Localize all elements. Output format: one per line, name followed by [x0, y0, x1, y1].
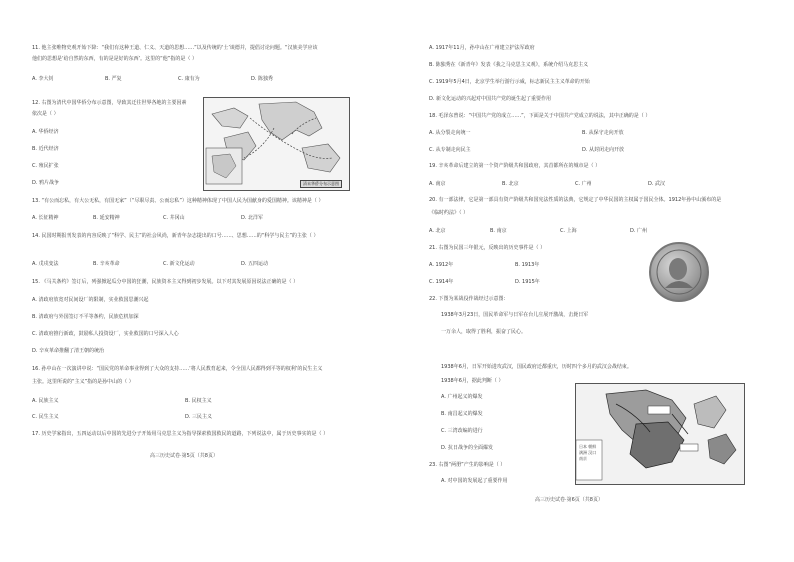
- q13-stem: 13. “有公而忘私，有大公无私，有国无家”（“尽职尽责、公而忘私”）这种精神体现了中国人民为国献身的爱国精神。该精神是（ ）: [32, 198, 324, 204]
- q18-stem: 18. 毛泽东曾说：“中国共产党的成立……”，下面是关于中国共产党成立的说法，其中正确的是（ ）: [429, 113, 651, 119]
- q22-stem-line3: 一万余人，取得了胜利，振奋了民心。: [441, 329, 527, 335]
- q16-option-a[interactable]: A. 民族主义: [32, 398, 59, 404]
- war-map-legend: 日本 朝鲜 满洲 汉口 南京: [579, 444, 597, 461]
- q20-option-b[interactable]: B. 南京: [490, 228, 507, 234]
- q16-option-c[interactable]: C. 民生主义: [32, 414, 59, 420]
- q19-option-a[interactable]: A. 南京: [429, 181, 446, 187]
- q13-option-b[interactable]: B. 延安精神: [93, 215, 120, 221]
- left-page-footer: 高三历史试卷·第5页（共8页）: [150, 453, 218, 459]
- q23-option-a[interactable]: A. 对中国的发展起了重要作用: [441, 478, 508, 484]
- q18-option-b[interactable]: B. 从保守走向开放: [582, 130, 624, 136]
- q22-option-a[interactable]: A. 广州起义的爆发: [441, 394, 483, 400]
- q15-option-b[interactable]: B. 清政府与外国签订不平等条约，民族危机加深: [32, 314, 139, 320]
- q15-stem: 15. 《马关条约》签订后，列强掀起瓜分中国的狂潮，民族资本主义得到初步发展。以下对其发展原因说法正确的是（ ）: [32, 279, 299, 285]
- q12-option-b[interactable]: B. 近代经济: [32, 146, 59, 152]
- q21-option-b[interactable]: B. 1913年: [515, 262, 540, 268]
- q14-stem: 14. 民国时期报刊发表的内容反映了“科学、民主”的社会风尚，新青年杂志提出的口号……、思想……的“科学与民主”的主张（ ）: [32, 233, 319, 239]
- q22-stem-line1: 22. 下图为某战役作战经过示意图：: [429, 296, 509, 302]
- q12-option-c[interactable]: C. 殖民扩张: [32, 163, 59, 169]
- q22-option-d[interactable]: D. 抗日战争的全面爆发: [441, 445, 494, 451]
- q11-stem-line1: 11. 他主张唯物史观开始下降：“我们有这种王道、仁义、天道的思想……”以及传统的‘士’谈德并，提倡讨论问题。“汉族美学应该: [32, 45, 318, 51]
- q14-option-c[interactable]: C. 新文化运动: [163, 261, 195, 267]
- q16-stem-line2: 主张。这里所说的“主义”指的是孙中山的（ ）: [32, 379, 134, 385]
- q19-option-d[interactable]: D. 武汉: [648, 181, 666, 187]
- q16-option-d[interactable]: D. 三民主义: [185, 414, 213, 420]
- q12-stem-line2: 依次是（ ）: [32, 111, 59, 117]
- q22-stem-line4: 1938年6月，日军开始进攻武汉，国民政府迁都重庆，历时四个多月的武汉会战结束。: [441, 364, 632, 370]
- q20-option-a[interactable]: A. 北京: [429, 228, 446, 234]
- q20-option-c[interactable]: C. 上海: [560, 228, 577, 234]
- q19-stem: 19. 辛亥革命后建立的第一个资产阶级共和国政府，其首都所在的城市是（ ）: [429, 163, 601, 169]
- map-graphic: [204, 98, 349, 190]
- q18-option-d[interactable]: D. 从封闭走向开放: [582, 147, 625, 153]
- map-caption: 清末华侨分布示意图: [300, 180, 342, 188]
- q18-option-c[interactable]: C. 从专制走向民主: [429, 147, 471, 153]
- q13-option-c[interactable]: C. 井冈山: [163, 215, 185, 221]
- q15-option-a[interactable]: A. 清政府放宽对民间设厂的限制，实业救国思潮兴起: [32, 297, 149, 303]
- q15-option-c[interactable]: C. 清政府推行新政，鼓励私人投资设厂，实业救国的口号深入人心: [32, 331, 179, 337]
- q17-option-b[interactable]: B. 陈独秀在《新青年》发表《我之马克思主义观》，系统介绍马克思主义: [429, 62, 589, 68]
- q17-stem: 17. 历史学家指出，五四运动以后中国的先进分子开始用马克思主义为指导探索救国救民的道路，下列说法中，属于历史事实的是（ ）: [32, 431, 329, 437]
- q21-stem: 21. 右图为民国三年银元，反映出的历史事件是（ ）: [429, 245, 546, 251]
- silver-dollar-coin-image: [649, 242, 709, 302]
- q15-option-d[interactable]: D. 辛亥革命推翻了清王朝的统治: [32, 348, 105, 354]
- q21-option-c[interactable]: C. 1914年: [429, 279, 454, 285]
- q12-option-d[interactable]: D. 鸦片战争: [32, 180, 60, 186]
- q22-stem-line5: 1938年6月，据此判断（ ）: [441, 378, 504, 384]
- q14-option-b[interactable]: B. 辛亥革命: [93, 261, 120, 267]
- q11-option-d[interactable]: D. 陈独秀: [251, 76, 274, 82]
- q17-option-a[interactable]: A. 1917年11月，孙中山在广州建立护法军政府: [429, 45, 535, 51]
- q14-option-a[interactable]: A. 戊戌变法: [32, 261, 59, 267]
- q12-stem-line1: 12. 右图为清代中国华侨分布示意图，导致其迁往世界各地的主要因素: [32, 100, 187, 106]
- q20-stem-line2: 《临时约法》（ ）: [429, 210, 469, 216]
- q18-option-a[interactable]: A. 从分裂走向统一: [429, 130, 471, 136]
- q11-option-c[interactable]: C. 康有为: [178, 76, 200, 82]
- q17-option-d[interactable]: D. 新文化运动的兴起对中国共产党的诞生起了重要作用: [429, 96, 552, 102]
- q23-stem: 23. 右图“两册”产生的影响是（ ）: [429, 462, 506, 468]
- q22-stem-line2: 1938年3月23日，国民革命军与日军在台儿庄展开激战，击毙日军: [441, 312, 589, 318]
- q20-option-d[interactable]: D. 广州: [630, 228, 648, 234]
- q19-option-c[interactable]: C. 广州: [575, 181, 592, 187]
- q21-option-a[interactable]: A. 1912年: [429, 262, 454, 268]
- q13-option-d[interactable]: D. 北洋军: [241, 215, 264, 221]
- q11-stem-line2: 他们的思想是‘给自然的东西，有的是是好的东西’。这里的“他”指的是（ ）: [32, 56, 197, 62]
- overseas-chinese-map: [203, 97, 350, 191]
- right-column: [397, 0, 794, 562]
- q11-option-b[interactable]: B. 严复: [105, 76, 122, 82]
- q14-option-d[interactable]: D. 五四运动: [241, 261, 269, 267]
- q12-option-a[interactable]: A. 华侨经济: [32, 129, 59, 135]
- war-map-graphic: [576, 384, 744, 484]
- coin-portrait: [651, 244, 707, 300]
- q13-option-a[interactable]: A. 长征精神: [32, 215, 59, 221]
- q17-option-c[interactable]: C. 1919年5月4日，北京学生举行游行示威，标志新民主主义革命的开始: [429, 79, 590, 85]
- q22-option-c[interactable]: C. 三湾改编的进行: [441, 428, 483, 434]
- right-page-footer: 高三历史试卷·第6页（共8页）: [535, 497, 603, 503]
- q11-option-a[interactable]: A. 李大钊: [32, 76, 54, 82]
- q19-option-b[interactable]: B. 北京: [502, 181, 519, 187]
- q21-option-d[interactable]: D. 1915年: [515, 279, 540, 285]
- war-map-figure: [575, 383, 745, 485]
- q22-option-b[interactable]: B. 南昌起义的爆发: [441, 411, 483, 417]
- q16-stem-line1: 16. 孙中山在一次演讲中说：“国民党的革命事业得到了大众的支持……‘将人民教育起来，令全国人民都得到平等的权利’的民生主义: [32, 366, 323, 372]
- q16-option-b[interactable]: B. 民权主义: [185, 398, 212, 404]
- q20-stem-line1: 20. 有一部法律，它是第一部具有资产阶级共和国宪法性质的法典，它规定了中华民国的主权属于国民全体。1912年孙中山颁布的是: [429, 197, 722, 203]
